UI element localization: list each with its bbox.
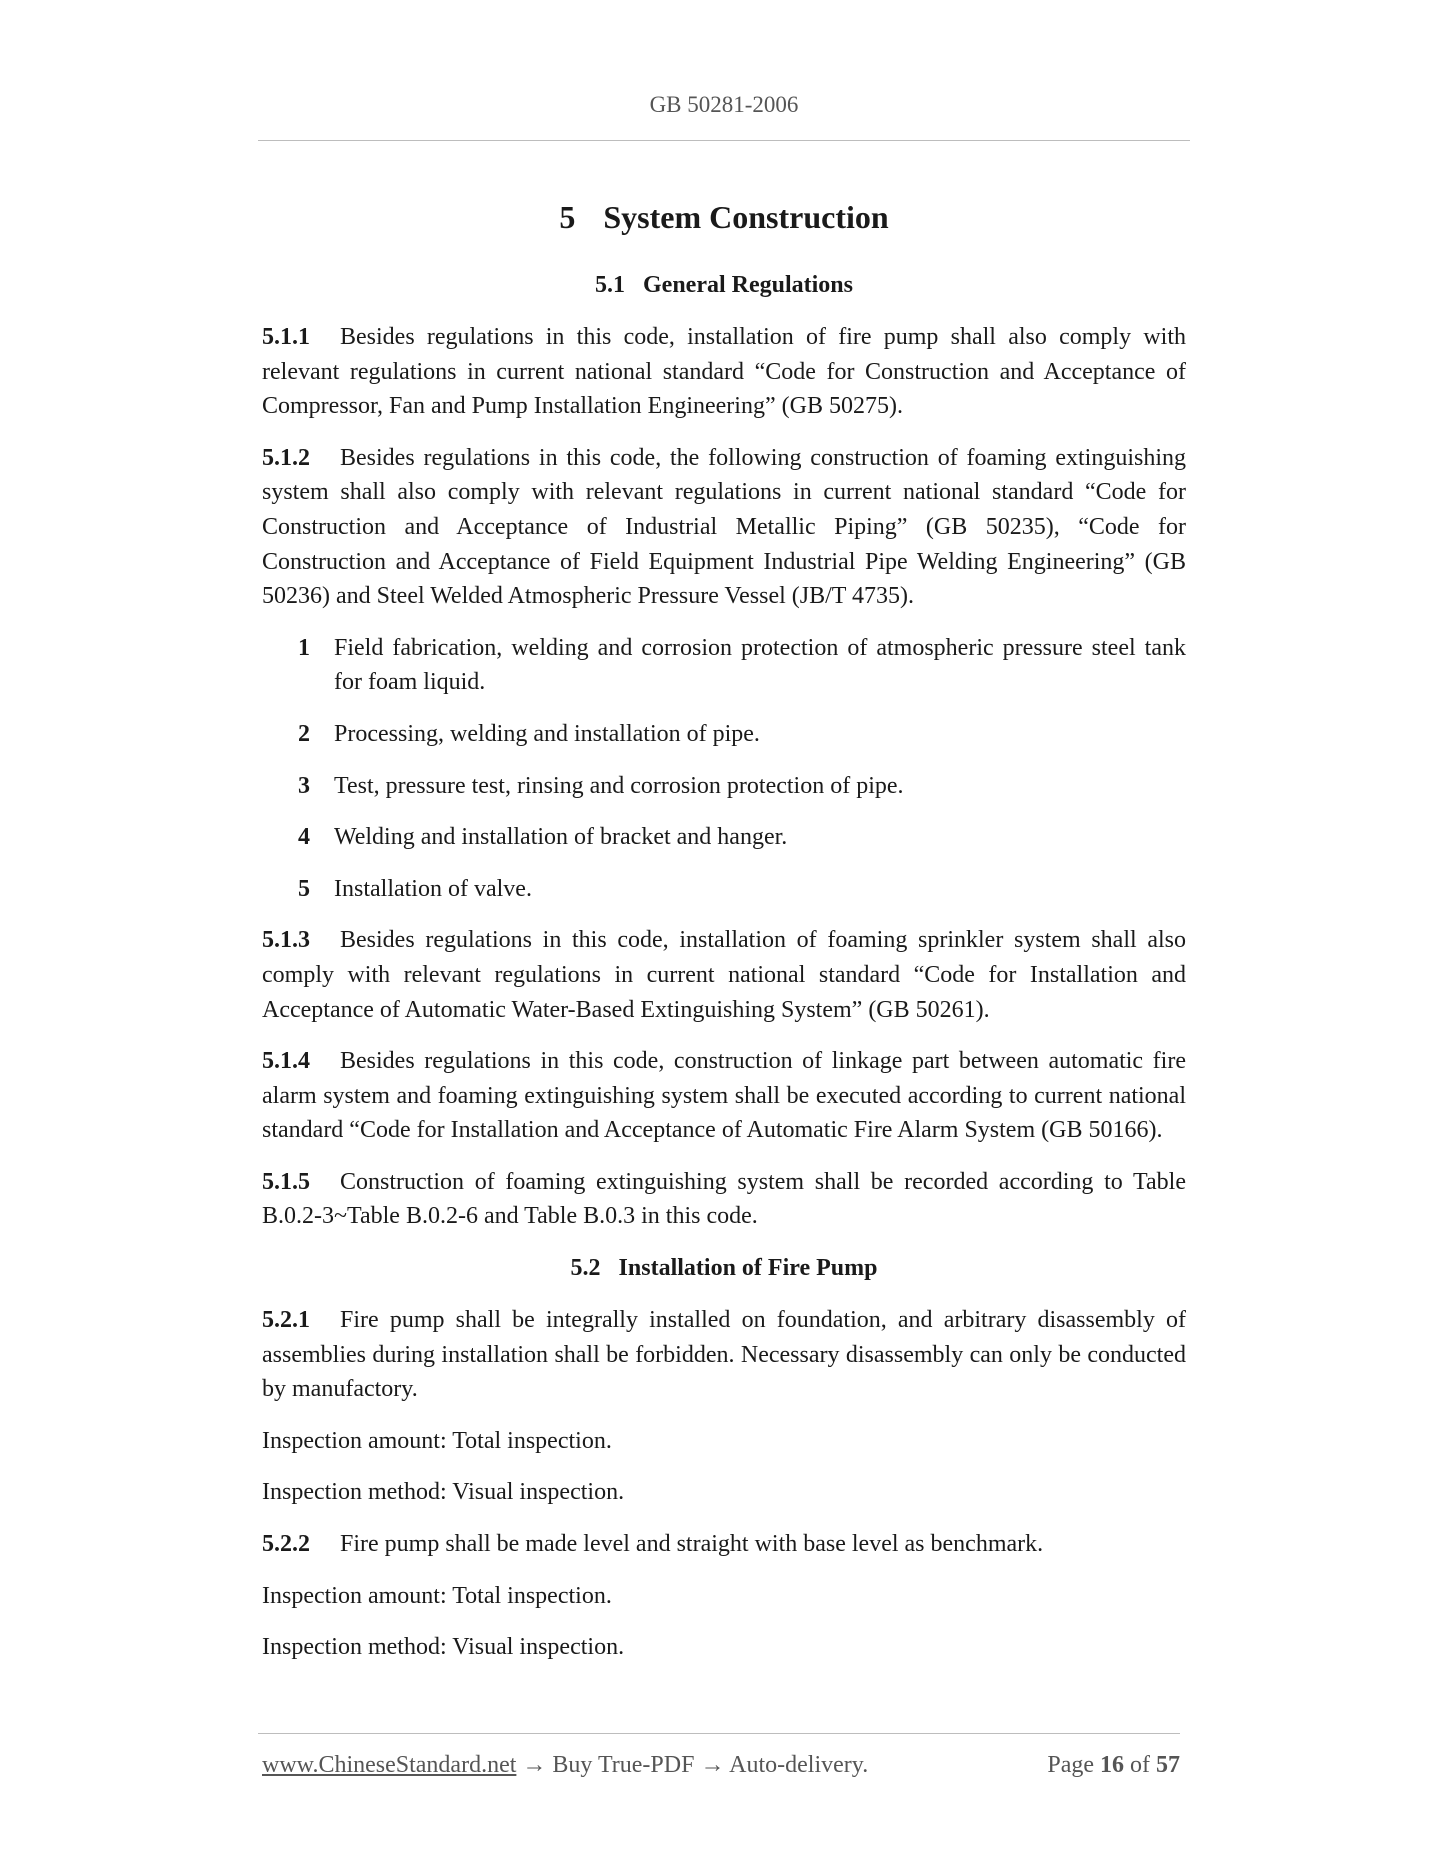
footer-divider <box>258 1733 1180 1734</box>
list-item-text: Installation of valve. <box>334 875 532 902</box>
section-title: General Regulations <box>643 272 853 298</box>
section-number: 5.1 <box>595 272 625 298</box>
clause-5-1-2 <box>262 441 1186 614</box>
page-content <box>262 196 1186 1682</box>
clause-number: 5.1.4 <box>262 1048 310 1075</box>
chapter-number: 5 <box>559 199 576 235</box>
running-header: GB 50281-2006 <box>649 92 799 117</box>
clause-5-1-5 <box>262 1165 1186 1234</box>
inspection-method: Inspection method: Visual inspection. <box>262 1479 625 1506</box>
list-item-number: 3 <box>298 772 310 799</box>
clause-5-1-3 <box>262 923 1186 1027</box>
list-item-number: 1 <box>298 634 310 661</box>
arrow-right-icon: → <box>700 1752 725 1778</box>
clause-text: Besides regulations in this code, construction of linkage part between automatic fire alarm system and foaming extinguishing system shall be executed according to current national standard “Code for Installation and Acceptance of Automatic Fire Alarm System (GB 50166). <box>262 1048 1186 1144</box>
clause-text: Construction of foaming extinguishing system shall be recorded according to Table B.0.2-3~Table B.0.2-6 and Table B.0.3 in this code. <box>262 1168 1186 1230</box>
clause-number: 5.2.1 <box>262 1307 310 1334</box>
section-heading-5-1 <box>262 268 1186 302</box>
chapter-title: System Construction <box>603 199 889 235</box>
list-item-number: 5 <box>298 875 310 902</box>
list-item-number: 4 <box>298 824 310 851</box>
section-title: Installation of Fire Pump <box>618 1255 878 1282</box>
clause-number: 5.1.2 <box>262 444 310 471</box>
list-item <box>298 717 1186 752</box>
clause-number: 5.1.1 <box>262 324 310 350</box>
page-current: 16 <box>1100 1752 1124 1778</box>
list-item <box>298 631 1186 700</box>
clause-number: 5.1.3 <box>262 927 310 954</box>
list-item-number: 2 <box>298 720 310 747</box>
clause-5-1-1 <box>262 320 1186 424</box>
clause-number: 5.1.5 <box>262 1168 310 1195</box>
section-number: 5.2 <box>570 1255 601 1282</box>
page-number <box>1047 1752 1180 1779</box>
inspection-amount: Inspection amount: Total inspection. <box>262 1427 612 1454</box>
page-of: of <box>1130 1752 1150 1778</box>
page-total: 57 <box>1156 1752 1180 1778</box>
clause-text: Besides regulations in this code, installation of foaming sprinkler system shall also comply with relevant regulations in current national standard “Code for Installation and Acceptance of Automatic Water-Based Extinguishing System” (GB 50261). <box>262 927 1186 1023</box>
site-link[interactable]: www.ChineseStandard.net <box>262 1752 517 1778</box>
auto-delivery-text: Auto-delivery. <box>729 1752 869 1778</box>
header-divider <box>258 140 1190 141</box>
page-label: Page <box>1047 1752 1094 1778</box>
list-item <box>298 872 1186 907</box>
inspection-amount: Inspection amount: Total inspection. <box>262 1582 612 1609</box>
clause-text: Fire pump shall be integrally installed on foundation, and arbitrary disassembly of assemblies during installation shall be forbidden. Necessary disassembly can only be conducted by manufactory. <box>262 1307 1186 1403</box>
list-item-text: Test, pressure test, rinsing and corrosion protection of pipe. <box>334 772 904 799</box>
clause-5-2-2 <box>262 1527 1186 1562</box>
clause-5-1-4 <box>262 1044 1186 1148</box>
inspection-method: Inspection method: Visual inspection. <box>262 1634 625 1661</box>
section-heading-5-2 <box>262 1251 1186 1285</box>
clause-text: Fire pump shall be made level and straight with base level as benchmark. <box>340 1531 1044 1558</box>
list-item-text: Field fabrication, welding and corrosion protection of atmospheric pressure steel tank for foam liquid. <box>334 634 1186 696</box>
clause-5-2-1 <box>262 1303 1186 1407</box>
clause-text: Besides regulations in this code, the following construction of foaming extinguishing system shall also comply with relevant regulations in current national standard “Code for Construction and Acceptance of Industrial Metallic Piping” (GB 50235), “Code for Construction and Acceptance of Field Equipment Industrial Pipe Welding Engineering” (GB 50236) and Steel Welded Atmospheric Pressure Vessel (JB/T 4735). <box>262 444 1186 610</box>
buy-pdf-text: Buy True-PDF <box>552 1752 695 1778</box>
list-item <box>298 820 1186 855</box>
list-item-text: Welding and installation of bracket and hanger. <box>334 824 788 851</box>
clause-text: Besides regulations in this code, installation of fire pump shall also comply with relevant regulations in current national standard “Code for Construction and Acceptance of Compressor, Fan and Pump Installation Engineering” (GB 50275). <box>262 324 1186 420</box>
page-footer <box>262 1752 1180 1779</box>
clause-number: 5.2.2 <box>262 1531 310 1558</box>
arrow-right-icon: → <box>522 1752 547 1778</box>
chapter-heading <box>262 196 1186 238</box>
list-item <box>298 769 1186 804</box>
list-item-text: Processing, welding and installation of pipe. <box>334 720 760 747</box>
